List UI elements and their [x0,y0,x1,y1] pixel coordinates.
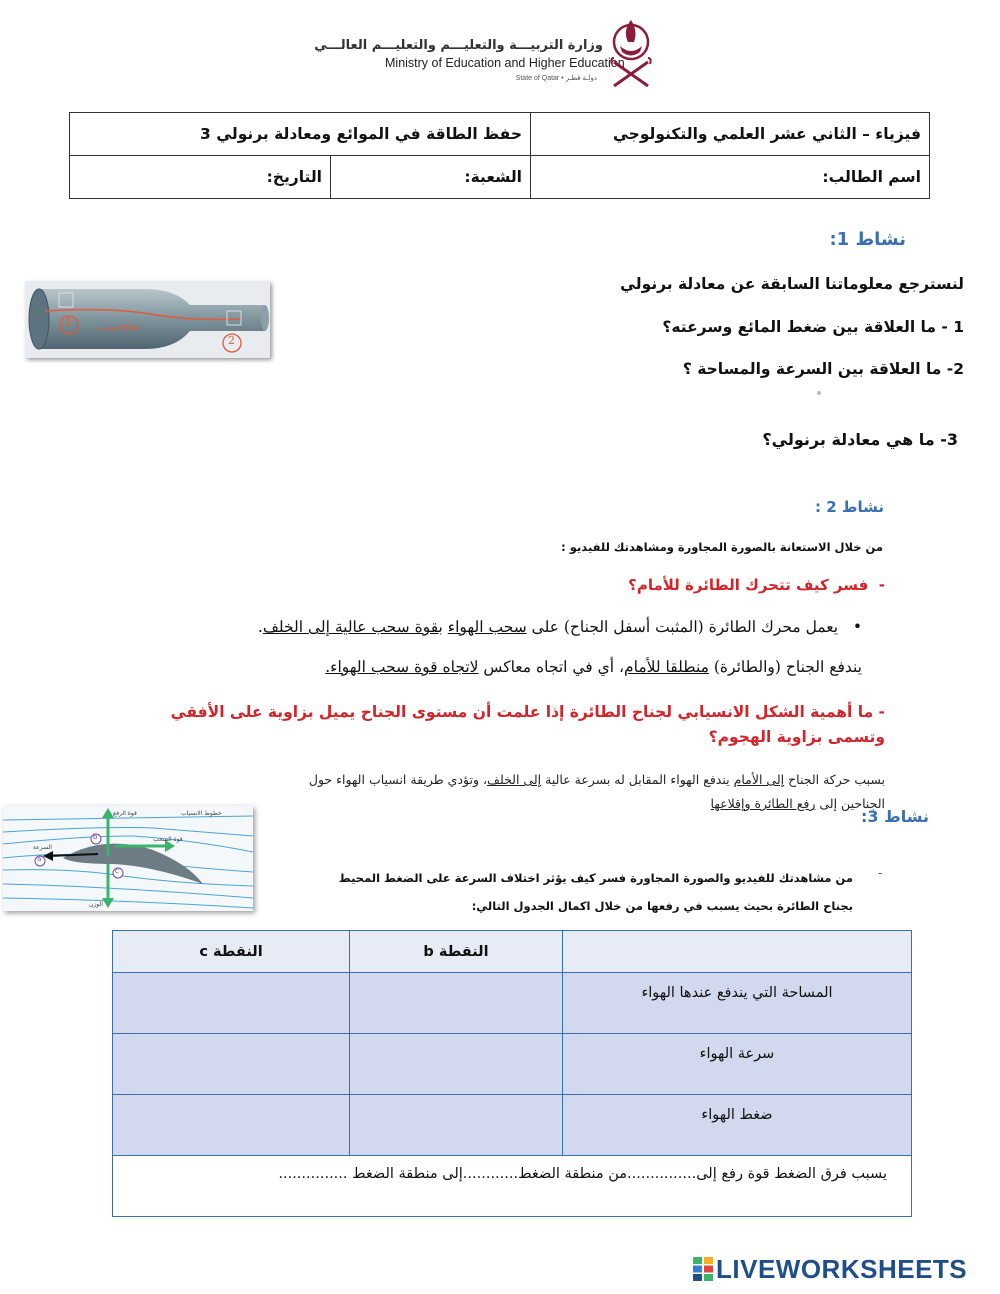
lesson-title-cell: حفظ الطاقة في الموائع ومعادلة برنولي 3 [70,113,531,156]
table-row [113,1095,912,1156]
bernoulli-pipe-image [25,281,270,358]
answer-cell-b-speed[interactable] [350,1034,563,1095]
answer-cell-b-pressure[interactable] [350,1095,563,1156]
dot-marker [817,391,821,395]
question-2-line-2: وتسمى بزاوية الهجوم؟ [708,728,885,746]
activity1-question-1: 1 - ما العلاقة بين ضغط المائع وسرعته؟ [662,318,964,336]
state-label: State of Qatar • دولـة قطـر [515,75,597,82]
table-row [113,1034,912,1095]
instruction-line-1: من مشاهدتك للفيديو والصورة المجاورة فسر كيف يؤثر اختلاف السرعة على الضغط المحيط [338,871,853,885]
answer-cell-c-pressure[interactable] [113,1095,350,1156]
ministry-logo-text [314,38,625,82]
activity3-title: نشاط 3: [860,807,929,826]
drag-label: قوة السحب [153,836,183,843]
row-label-area: المساحة التي يندفع عندها الهواء [563,973,912,1034]
answer-1-line-2 [325,658,862,676]
activity3-instructions [339,864,853,920]
answer-text: الجناحين إلى [815,796,885,811]
qatar-emblem-icon [604,12,658,92]
table-header-empty [563,931,912,973]
answer-cell-b-area[interactable] [350,973,563,1034]
answer-text: بسبب حركة الجناح [784,772,885,787]
answer-2-line-1 [309,768,885,792]
pressure-speed-table [112,930,912,1217]
table-header-point-c: النقطة c [113,931,350,973]
table-header-point-b: النقطة b [350,931,563,973]
liveworksheets-logo-icon [693,1257,713,1281]
row-label-pressure: ضغط الهواء [563,1095,912,1156]
answer-underlined: إلى الخلف [487,772,542,787]
answer-underlined: إلى الأمام [733,772,785,787]
answer-underlined: رفع الطائرة وإقلاعها [710,796,816,811]
answer-cell-c-speed[interactable] [113,1034,350,1095]
answer-text: يعمل محرك الطائرة (المثبت أسفل الجناح) على [526,618,839,636]
answer-cell-c-area[interactable] [113,973,350,1034]
worksheet-info-table [69,112,930,199]
question-2-line-1: - ما أهمية الشكل الانسيابي لجناح الطائرة إذا علمت أن مستوى الجناح يميل بزاوية على الأفقي [170,703,885,721]
liveworksheets-brand [693,1254,967,1284]
answer-text: ، وتؤدي طريقة انسياب الهواء حول [308,772,488,787]
activity2-question-2 [171,700,885,750]
answer-text: . [257,618,263,636]
activity2-intro: من خلال الاستعانة بالصورة المجاورة ومشاهدتك للفيديو : [561,540,883,554]
speed-label: السرعة [33,844,52,851]
instruction-dash: - [878,866,883,880]
row-label-speed: سرعة الهواء [563,1034,912,1095]
activity1-question-2: 2- ما العلاقة بين السرعة والمساحة ؟ [682,360,964,378]
lift-conclusion-sentence[interactable]: يسبب فرق الضغط قوة رفع إلى...............من منطقة الضغط............إلى منطقة الضغط ............... [113,1156,912,1217]
wing-point-c: c [115,867,119,875]
pipe-point-1: 1 [65,316,72,329]
ministry-name-english: Ministry of Education and Higher Education [385,56,625,70]
airfoil-image [3,806,253,911]
activity2-title: نشاط 2 : [814,498,884,516]
section-field[interactable]: الشعبة: [331,156,531,199]
answer-underlined: سحب الهواء [447,618,527,636]
pipe-point-2: 2 [228,334,235,347]
subject-cell: فيزياء – الثاني عشر العلمي والتكنولوجي [531,113,930,156]
wing-point-a: a [37,855,42,863]
wing-point-b: b [93,833,98,841]
brand-name: LIVEWORKSHEETS [716,1253,968,1284]
question-dash: - [878,576,885,594]
answer-2-line-2 [309,792,885,816]
weight-label: الوزن [89,901,103,908]
date-field[interactable]: التاريخ: [70,156,331,199]
bullet: • [852,618,862,636]
student-name-field[interactable]: اسم الطالب: [531,156,930,199]
pipe-streamline-label: خط الانسياب [97,323,141,332]
question-1-text: فسر كيف تتحرك الطائرة للأمام؟ [628,576,869,594]
answer-underlined: بقوة سحب عالية إلى الخلف [262,618,443,636]
answer-2 [309,768,885,816]
answer-text: يندفع الجناح (والطائرة) [708,658,862,676]
activity1-title: نشاط 1: [829,229,906,250]
activity2-question-1 [628,576,885,594]
streamlines-label: خطوط الانسياب [181,810,222,817]
answer-underlined: لاتجاه قوة سحب الهواء. [325,658,479,676]
answer-text: يندفع الهواء المقابل له بسرعة عالية [541,772,734,787]
activity1-intro: لنسترجع معلوماتنا السابقة عن معادلة برنولي [620,275,964,293]
activity1-question-3: 3- ما هي معادلة برنولي؟ [762,430,958,449]
ministry-name-arabic: وزارة التربيـــة والتعليـــم والتعليـــم العالـــي [314,38,603,53]
answer-1-line-1 [258,618,862,636]
answer-text: ، أي في اتجاه معاكس [478,658,625,676]
lift-label: قوة الرفع [113,810,137,817]
instruction-line-2: بجناح الطائرة بحيث يسبب في رفعها من خلال اكمال الجدول التالي: [471,899,853,913]
table-row [113,973,912,1034]
answer-underlined: منطلقا للأمام [624,658,709,676]
